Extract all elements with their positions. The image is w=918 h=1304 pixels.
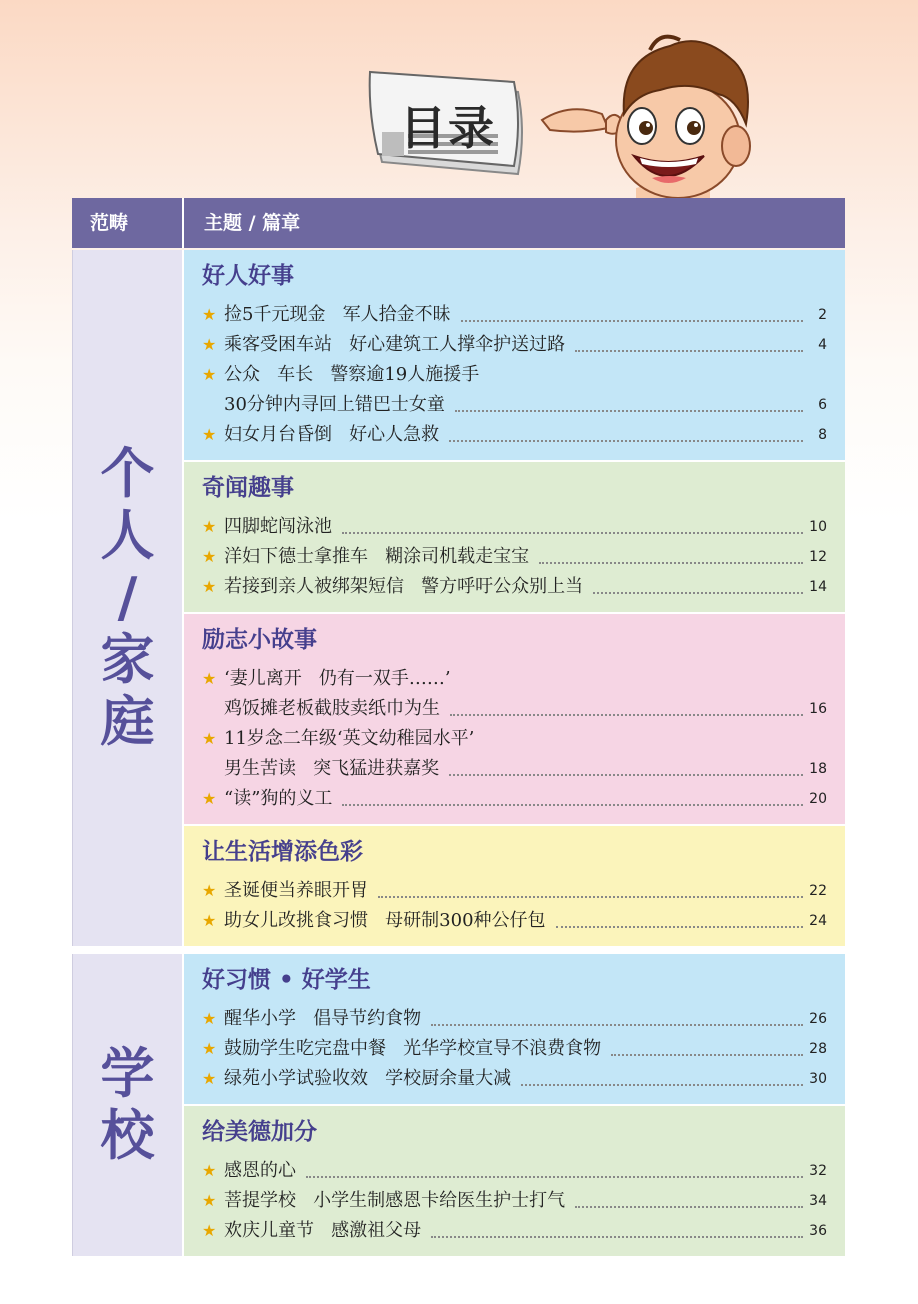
toc-section	[184, 826, 845, 946]
entry-title: 鸡饭摊老板截肢卖纸巾为生	[224, 698, 440, 719]
toc-entry[interactable]	[202, 1064, 827, 1094]
page-number: 20	[809, 791, 827, 807]
toc-entry[interactable]	[202, 694, 827, 724]
boy-mascot-illustration	[540, 28, 780, 200]
star-bullet-icon: ★	[202, 1221, 217, 1240]
entry-title: 鼓励学生吃完盘中餐 光华学校宣导不浪费食物	[224, 1038, 602, 1059]
section-title: 励志小故事	[202, 627, 317, 653]
dot-leader	[593, 592, 803, 594]
toc-title: 目录	[400, 101, 496, 155]
dot-leader	[342, 532, 803, 534]
section-list	[184, 954, 845, 1256]
star-bullet-icon: ★	[202, 365, 217, 384]
entry-title: 菩提学校 小学生制感恩卡给医生护士打气	[224, 1190, 566, 1211]
page-number: 34	[809, 1193, 827, 1209]
dot-leader	[575, 1206, 803, 1208]
star-bullet-icon: ★	[202, 517, 217, 536]
entry-title: 四脚蛇闯泳池	[224, 516, 332, 537]
toc-entry[interactable]	[202, 300, 827, 330]
page-number: 10	[809, 519, 827, 535]
page-number: 12	[809, 549, 827, 565]
toc-entry[interactable]	[202, 420, 827, 450]
star-bullet-icon: ★	[202, 1161, 217, 1180]
entry-title: 公众 车长 警察逾19人施援手	[224, 364, 480, 385]
page-number: 22	[809, 883, 827, 899]
star-bullet-icon: ★	[202, 669, 217, 688]
entry-title: 11岁念二年级‘英文幼稚园水平’	[224, 728, 475, 749]
toc-entry[interactable]	[202, 754, 827, 784]
category-label	[72, 954, 184, 1256]
dot-leader	[521, 1084, 803, 1086]
entry-title: ‘妻儿离开 仍有一双手……’	[224, 668, 451, 689]
category-block	[72, 250, 845, 946]
category-separator	[72, 946, 845, 952]
dot-leader	[556, 926, 803, 928]
entry-title: 欢庆儿童节 感激祖父母	[224, 1220, 422, 1241]
category-label-char: 学	[100, 1042, 155, 1105]
toc-section	[184, 250, 845, 462]
toc-entry[interactable]	[202, 1034, 827, 1064]
dot-leader	[431, 1236, 803, 1238]
section-title: 奇闻趣事	[202, 475, 294, 501]
page-number: 24	[809, 913, 827, 929]
dot-leader	[575, 350, 803, 352]
entry-title: 30分钟内寻回上错巴士女童	[224, 394, 445, 415]
category-label-char: 人	[100, 504, 155, 567]
star-bullet-icon: ★	[202, 1039, 217, 1058]
category-label-char: 庭	[100, 690, 155, 753]
category-label-char: 家	[100, 628, 155, 691]
section-list	[184, 250, 845, 946]
toc-entry[interactable]	[202, 664, 827, 694]
dot-leader	[539, 562, 803, 564]
star-bullet-icon: ★	[202, 305, 217, 324]
toc-entry[interactable]	[202, 512, 827, 542]
table-body	[72, 250, 845, 1256]
dot-leader	[431, 1024, 803, 1026]
table-of-contents	[72, 198, 845, 1256]
page-number: 28	[809, 1041, 827, 1057]
toc-entry[interactable]	[202, 1186, 827, 1216]
toc-entry[interactable]	[202, 784, 827, 814]
table-header	[72, 198, 845, 248]
dot-leader	[378, 896, 803, 898]
star-bullet-icon: ★	[202, 911, 217, 930]
star-bullet-icon: ★	[202, 1009, 217, 1028]
entry-title: 助女儿改挑食习惯 母研制300种公仔包	[224, 910, 546, 931]
toc-entry[interactable]	[202, 876, 827, 906]
column-header-topic: 主题 / 篇章	[204, 212, 301, 234]
toc-section	[184, 614, 845, 826]
toc-entry[interactable]	[202, 906, 827, 936]
page-number: 16	[809, 701, 827, 717]
page-number: 2	[818, 307, 827, 323]
category-block	[72, 954, 845, 1256]
dot-leader	[342, 804, 803, 806]
page-number: 26	[809, 1011, 827, 1027]
toc-entry[interactable]	[202, 390, 827, 420]
toc-section	[184, 1106, 845, 1256]
entry-title: 捡5千元现金 军人拾金不昧	[224, 304, 451, 325]
page-number: 30	[809, 1071, 827, 1087]
entry-title: 妇女月台昏倒 好心人急救	[224, 424, 440, 445]
entry-title: 乘客受困车站 好心建筑工人撑伞护送过路	[224, 334, 566, 355]
section-title: 好习惯 • 好学生	[202, 967, 371, 993]
toc-entry[interactable]	[202, 542, 827, 572]
category-label-char: /	[117, 566, 138, 629]
page-number: 8	[818, 427, 827, 443]
toc-entry[interactable]	[202, 360, 827, 390]
star-bullet-icon: ★	[202, 577, 217, 596]
dot-leader	[461, 320, 803, 322]
section-title: 让生活增添色彩	[202, 839, 363, 865]
category-label	[72, 250, 184, 946]
toc-section	[184, 462, 845, 614]
dot-leader	[611, 1054, 803, 1056]
dot-leader	[449, 440, 803, 442]
entry-title: 若接到亲人被绑架短信 警方呼吁公众别上当	[224, 576, 584, 597]
dot-leader	[449, 774, 803, 776]
page-number: 18	[809, 761, 827, 777]
category-label-char: 个	[100, 442, 155, 505]
section-title: 好人好事	[202, 263, 294, 289]
section-title: 给美德加分	[202, 1119, 317, 1145]
entry-title: 洋妇下德士拿推车 糊涂司机载走宝宝	[224, 546, 530, 567]
page-number: 32	[809, 1163, 827, 1179]
dot-leader	[450, 714, 803, 716]
star-bullet-icon: ★	[202, 425, 217, 444]
star-bullet-icon: ★	[202, 1191, 217, 1210]
entry-title: 绿苑小学试验收效 学校厨余量大减	[224, 1068, 512, 1089]
entry-title: 圣诞便当养眼开胃	[224, 880, 368, 901]
star-bullet-icon: ★	[202, 547, 217, 566]
category-label-char: 校	[100, 1104, 155, 1167]
toc-entry[interactable]	[202, 572, 827, 602]
page-number: 6	[818, 397, 827, 413]
star-bullet-icon: ★	[202, 881, 217, 900]
toc-entry[interactable]	[202, 1156, 827, 1186]
entry-title: 醒华小学 倡导节约食物	[224, 1008, 422, 1029]
entry-title: 男生苦读 突飞猛进获嘉奖	[224, 758, 440, 779]
star-bullet-icon: ★	[202, 789, 217, 808]
toc-entry[interactable]	[202, 724, 827, 754]
dot-leader	[306, 1176, 803, 1178]
page-number: 14	[809, 579, 827, 595]
toc-entry[interactable]	[202, 1216, 827, 1246]
entry-title: 感恩的心	[224, 1160, 296, 1181]
star-bullet-icon: ★	[202, 335, 217, 354]
toc-entry[interactable]	[202, 1004, 827, 1034]
star-bullet-icon: ★	[202, 729, 217, 748]
toc-entry[interactable]	[202, 330, 827, 360]
star-bullet-icon: ★	[202, 1069, 217, 1088]
page-number: 36	[809, 1223, 827, 1239]
column-header-category: 范畴	[72, 198, 184, 248]
dot-leader	[455, 410, 803, 412]
entry-title: “读”狗的义工	[224, 788, 333, 809]
toc-section	[184, 954, 845, 1106]
page-number: 4	[818, 337, 827, 353]
